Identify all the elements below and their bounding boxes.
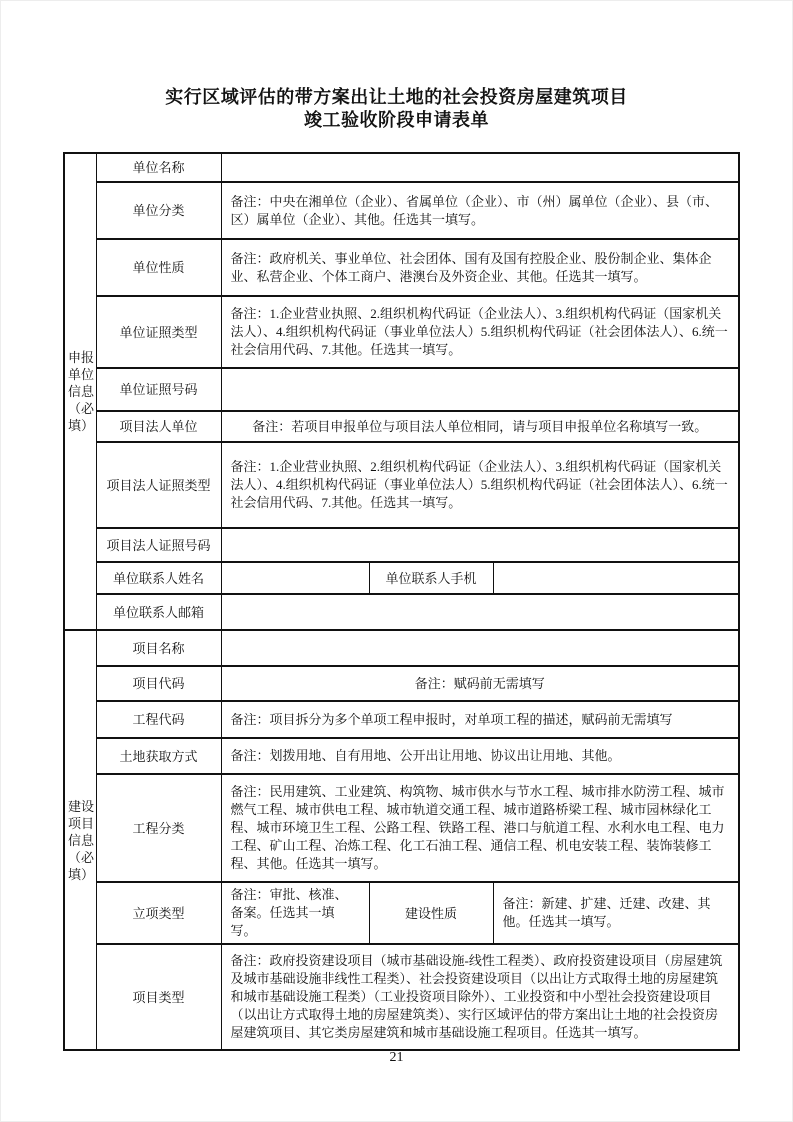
field-label-engineering-class: 工程分类 [96, 774, 221, 882]
field-label-unit-name: 单位名称 [96, 153, 221, 182]
field-label-construction-nature: 建设性质 [369, 882, 493, 944]
field-note-engineering-class: 备注：民用建筑、工业建筑、构筑物、城市供水与节水工程、城市排水防涝工程、城市燃气工程、城市供电工程、城市轨道交通工程、城市道路桥梁工程、城市园林绿化工程、城市环境卫生工程、公路工程、铁路工程、港口与航道工程、水利水电工程、电力工程、矿山工程、冶炼工程、化工石油工程、通信工程、机电安装工程、装饰装修工程、其他。任选其一填写。 [221, 774, 739, 882]
field-value-unit-license-no [221, 368, 739, 411]
field-label-unit-license-no: 单位证照号码 [96, 368, 221, 411]
field-value-contact-email [221, 594, 739, 630]
field-note-project-code: 备注：赋码前无需填写 [221, 666, 739, 701]
field-label-contact-email: 单位联系人邮箱 [96, 594, 221, 630]
table-row [64, 738, 739, 774]
table-row [64, 153, 739, 182]
table-row [64, 594, 739, 630]
application-form-table [63, 152, 740, 1051]
field-label-engineering-code: 工程代码 [96, 701, 221, 738]
field-label-contact-name: 单位联系人姓名 [96, 562, 221, 594]
field-value-project-name [221, 630, 739, 666]
field-label-project-type: 项目类型 [96, 944, 221, 1050]
field-label-unit-category: 单位分类 [96, 182, 221, 239]
table-row [64, 182, 739, 239]
table-row [64, 666, 739, 701]
table-row [64, 701, 739, 738]
table-row [64, 368, 739, 411]
field-label-legal-license-type: 项目法人证照类型 [96, 442, 221, 528]
table-row [64, 882, 739, 944]
page-number: 21 [389, 1050, 404, 1065]
table-row [64, 944, 739, 1050]
field-note-construction-nature: 备注：新建、扩建、迁建、改建、其他。任选其一填写。 [493, 882, 739, 944]
section-label-construction-project-info [64, 630, 96, 1050]
field-value-legal-license-no [221, 528, 739, 562]
field-value-unit-name [221, 153, 739, 182]
field-label-unit-license-type: 单位证照类型 [96, 296, 221, 368]
section-label-text: 申报单位信息（必填） [67, 350, 94, 433]
field-label-legal-person-unit: 项目法人单位 [96, 411, 221, 442]
field-note-legal-license-type: 备注：1.企业营业执照、2.组织机构代码证（企业法人）、3.组织机构代码证（国家机关法人）、4.组织机构代码证（事业单位法人）5.组织机构代码证（社会团体法人）、6.统一社会信用代码、7.其他。任选其一填写。 [221, 442, 739, 528]
field-value-contact-name [221, 562, 369, 594]
field-note-project-type: 备注：政府投资建设项目（城市基础设施-线性工程类）、政府投资建设项目（房屋建筑及城市基础设施非线性工程类）、社会投资建设项目（以出让方式取得土地的房屋建筑和城市基础设施工程类）（工业投资项目除外）、工业投资和中小型社会投资建设项目（以出让方式取得土地的房屋建筑类）、实行区域评估的带方案出让土地的社会投资房屋建筑项目、其它类房屋建筑和城市基础设施工程项目。任选其一填写。 [221, 944, 739, 1050]
field-note-approval-type: 备注：审批、核准、备案。任选其一填写。 [221, 882, 369, 944]
document-title-line2: 竣工验收阶段申请表单 [304, 110, 489, 130]
field-label-legal-license-no: 项目法人证照号码 [96, 528, 221, 562]
field-label-unit-nature: 单位性质 [96, 239, 221, 296]
field-note-land-acquisition: 备注：划拨用地、自有用地、公开出让用地、协议出让用地、其他。 [221, 738, 739, 774]
table-row [64, 528, 739, 562]
table-row [64, 630, 739, 666]
field-value-contact-phone [493, 562, 739, 594]
field-note-engineering-code: 备注：项目拆分为多个单项工程申报时，对单项工程的描述，赋码前无需填写 [221, 701, 739, 738]
field-label-approval-type: 立项类型 [96, 882, 221, 944]
table-row [64, 239, 739, 296]
table-row [64, 296, 739, 368]
section-label-text: 建设项目信息（必填） [67, 798, 94, 882]
table-row [64, 562, 739, 594]
document-title-line1: 实行区域评估的带方案出让土地的社会投资房屋建筑项目 [165, 87, 628, 107]
field-label-contact-phone: 单位联系人手机 [369, 562, 493, 594]
field-label-land-acquisition: 土地获取方式 [96, 738, 221, 774]
table-row [64, 442, 739, 528]
table-row [64, 774, 739, 882]
field-note-legal-person-unit: 备注：若项目申报单位与项目法人单位相同，请与项目申报单位名称填写一致。 [221, 411, 739, 442]
field-label-project-code: 项目代码 [96, 666, 221, 701]
document-title [0, 86, 793, 132]
field-note-unit-category: 备注：中央在湘单位（企业）、省属单位（企业）、市（州）属单位（企业）、县（市、区）属单位（企业）、其他。任选其一填写。 [221, 182, 739, 239]
section-label-applicant-unit-info [64, 153, 96, 630]
field-note-unit-license-type: 备注：1.企业营业执照、2.组织机构代码证（企业法人）、3.组织机构代码证（国家机关法人）、4.组织机构代码证（事业单位法人）5.组织机构代码证（社会团体法人）、6.统一社会信用代码、7.其他。任选其一填写。 [221, 296, 739, 368]
field-label-project-name: 项目名称 [96, 630, 221, 666]
field-note-unit-nature: 备注：政府机关、事业单位、社会团体、国有及国有控股企业、股份制企业、集体企业、私营企业、个体工商户、港澳台及外资企业、其他。任选其一填写。 [221, 239, 739, 296]
table-row [64, 411, 739, 442]
